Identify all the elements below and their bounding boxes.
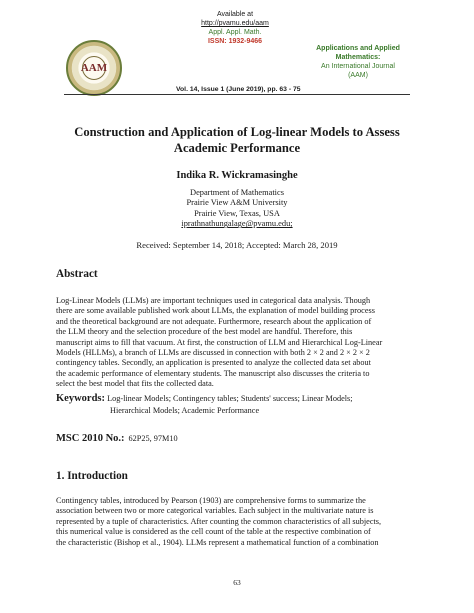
abstract-line: there are some available published work about LLMs, the explanation of model building process <box>56 306 375 316</box>
header-journal-block <box>300 44 416 80</box>
abstract-line: contingency tables. Secondly, an application is presented to analyze the collected data set about <box>56 358 371 368</box>
paper-title-line2: Academic Performance <box>173 141 301 155</box>
affiliation-location: Prairie View, Texas, USA <box>194 208 280 218</box>
intro-line: the characteristic (Bishop et al., 1904). LLMs represent a mathematical function of a combination <box>56 537 379 547</box>
journal-url-link[interactable]: http://pvamu.edu/aam <box>201 20 269 27</box>
journal-title-line1: Applications and Applied <box>316 45 400 52</box>
affiliation-university: Prairie View A&M University <box>186 198 288 208</box>
abstract-line: the LLM theory and the selection procedure of the best model are handful. Therefore, this <box>56 327 353 337</box>
journal-logo-text: AAM <box>82 56 106 80</box>
received-accepted-dates: Received: September 14, 2018; Accepted: March 28, 2019 <box>136 240 338 250</box>
intro-line: Contingency tables, introduced by Pearson (1903) are comprehensive forms to summarize the <box>56 496 366 505</box>
issn-text: ISSN: 1932-9466 <box>207 38 263 45</box>
keywords-line2: Hierarchical Models; Academic Performance <box>110 406 260 415</box>
abstract-heading: Abstract <box>56 268 98 280</box>
volume-info: Vol. 14, Issue 1 (June 2019), pp. 63 - 75 <box>176 86 301 93</box>
intro-line: represented by a tuple of characteristics. After counting the common characteristics of all subjects, <box>56 516 382 526</box>
introduction-heading: 1. Introduction <box>56 470 128 482</box>
introduction-body <box>56 496 418 548</box>
journal-subtitle: An International Journal <box>321 63 395 70</box>
abstract-line: and the theoretical background are not adequate. Furthermore, research about the application of <box>56 316 372 326</box>
intro-line: this numerical value is considered as the cell count of the table at the respective combination of <box>56 527 371 537</box>
abstract-line: Log-Linear Models (LLMs) are important techniques used in categorical data analysis. Though <box>56 296 371 305</box>
journal-acronym: (AAM) <box>348 72 368 79</box>
author-email-link[interactable]: iprathnathungalage@pvamu.edu; <box>181 219 293 229</box>
msc-block <box>56 428 178 446</box>
keywords-line1: Log-linear Models; Contingency tables; Students' success; Linear Models; <box>107 394 353 403</box>
available-at-text: Available at <box>216 11 254 18</box>
journal-abbreviation: Appl. Appl. Math. <box>208 29 262 36</box>
abstract-line: manuscript aims to fill that vacuum. At first, the construction of LLM and Hierarchical Log-Linear <box>56 337 383 347</box>
paper-title <box>40 124 434 156</box>
paper-title-line1: Construction and Application of Log-linear Models to Assess <box>74 125 400 139</box>
abstract-line: the academic performance of elementary students. The manuscript also discusses the criteria to <box>56 368 370 378</box>
abstract-line: Models (HLLMs), a branch of LLMs are discussed in connection with both 2 × 2 and 2 × 2 × 2 <box>56 348 370 358</box>
abstract-body <box>56 296 418 390</box>
keywords-label: Keywords: <box>56 393 105 404</box>
affiliation-block <box>0 188 474 230</box>
author-name: Indika R. Wickramasinghe <box>176 170 298 181</box>
page-number: 63 <box>233 578 241 587</box>
header-center-block <box>180 10 290 46</box>
msc-value: 62P25, 97M10 <box>128 434 178 443</box>
msc-label: MSC 2010 No.: <box>56 433 125 444</box>
keywords-block <box>56 394 420 404</box>
abstract-line: select the best model that fits the collected data. <box>56 379 214 389</box>
journal-logo <box>66 40 122 96</box>
intro-line: association between two or more categorical variables. Each subject in the multivariate nature is <box>56 506 374 516</box>
journal-title-line2: Mathematics: <box>335 54 381 61</box>
affiliation-department: Department of Mathematics <box>190 188 284 197</box>
header-divider <box>64 94 410 95</box>
